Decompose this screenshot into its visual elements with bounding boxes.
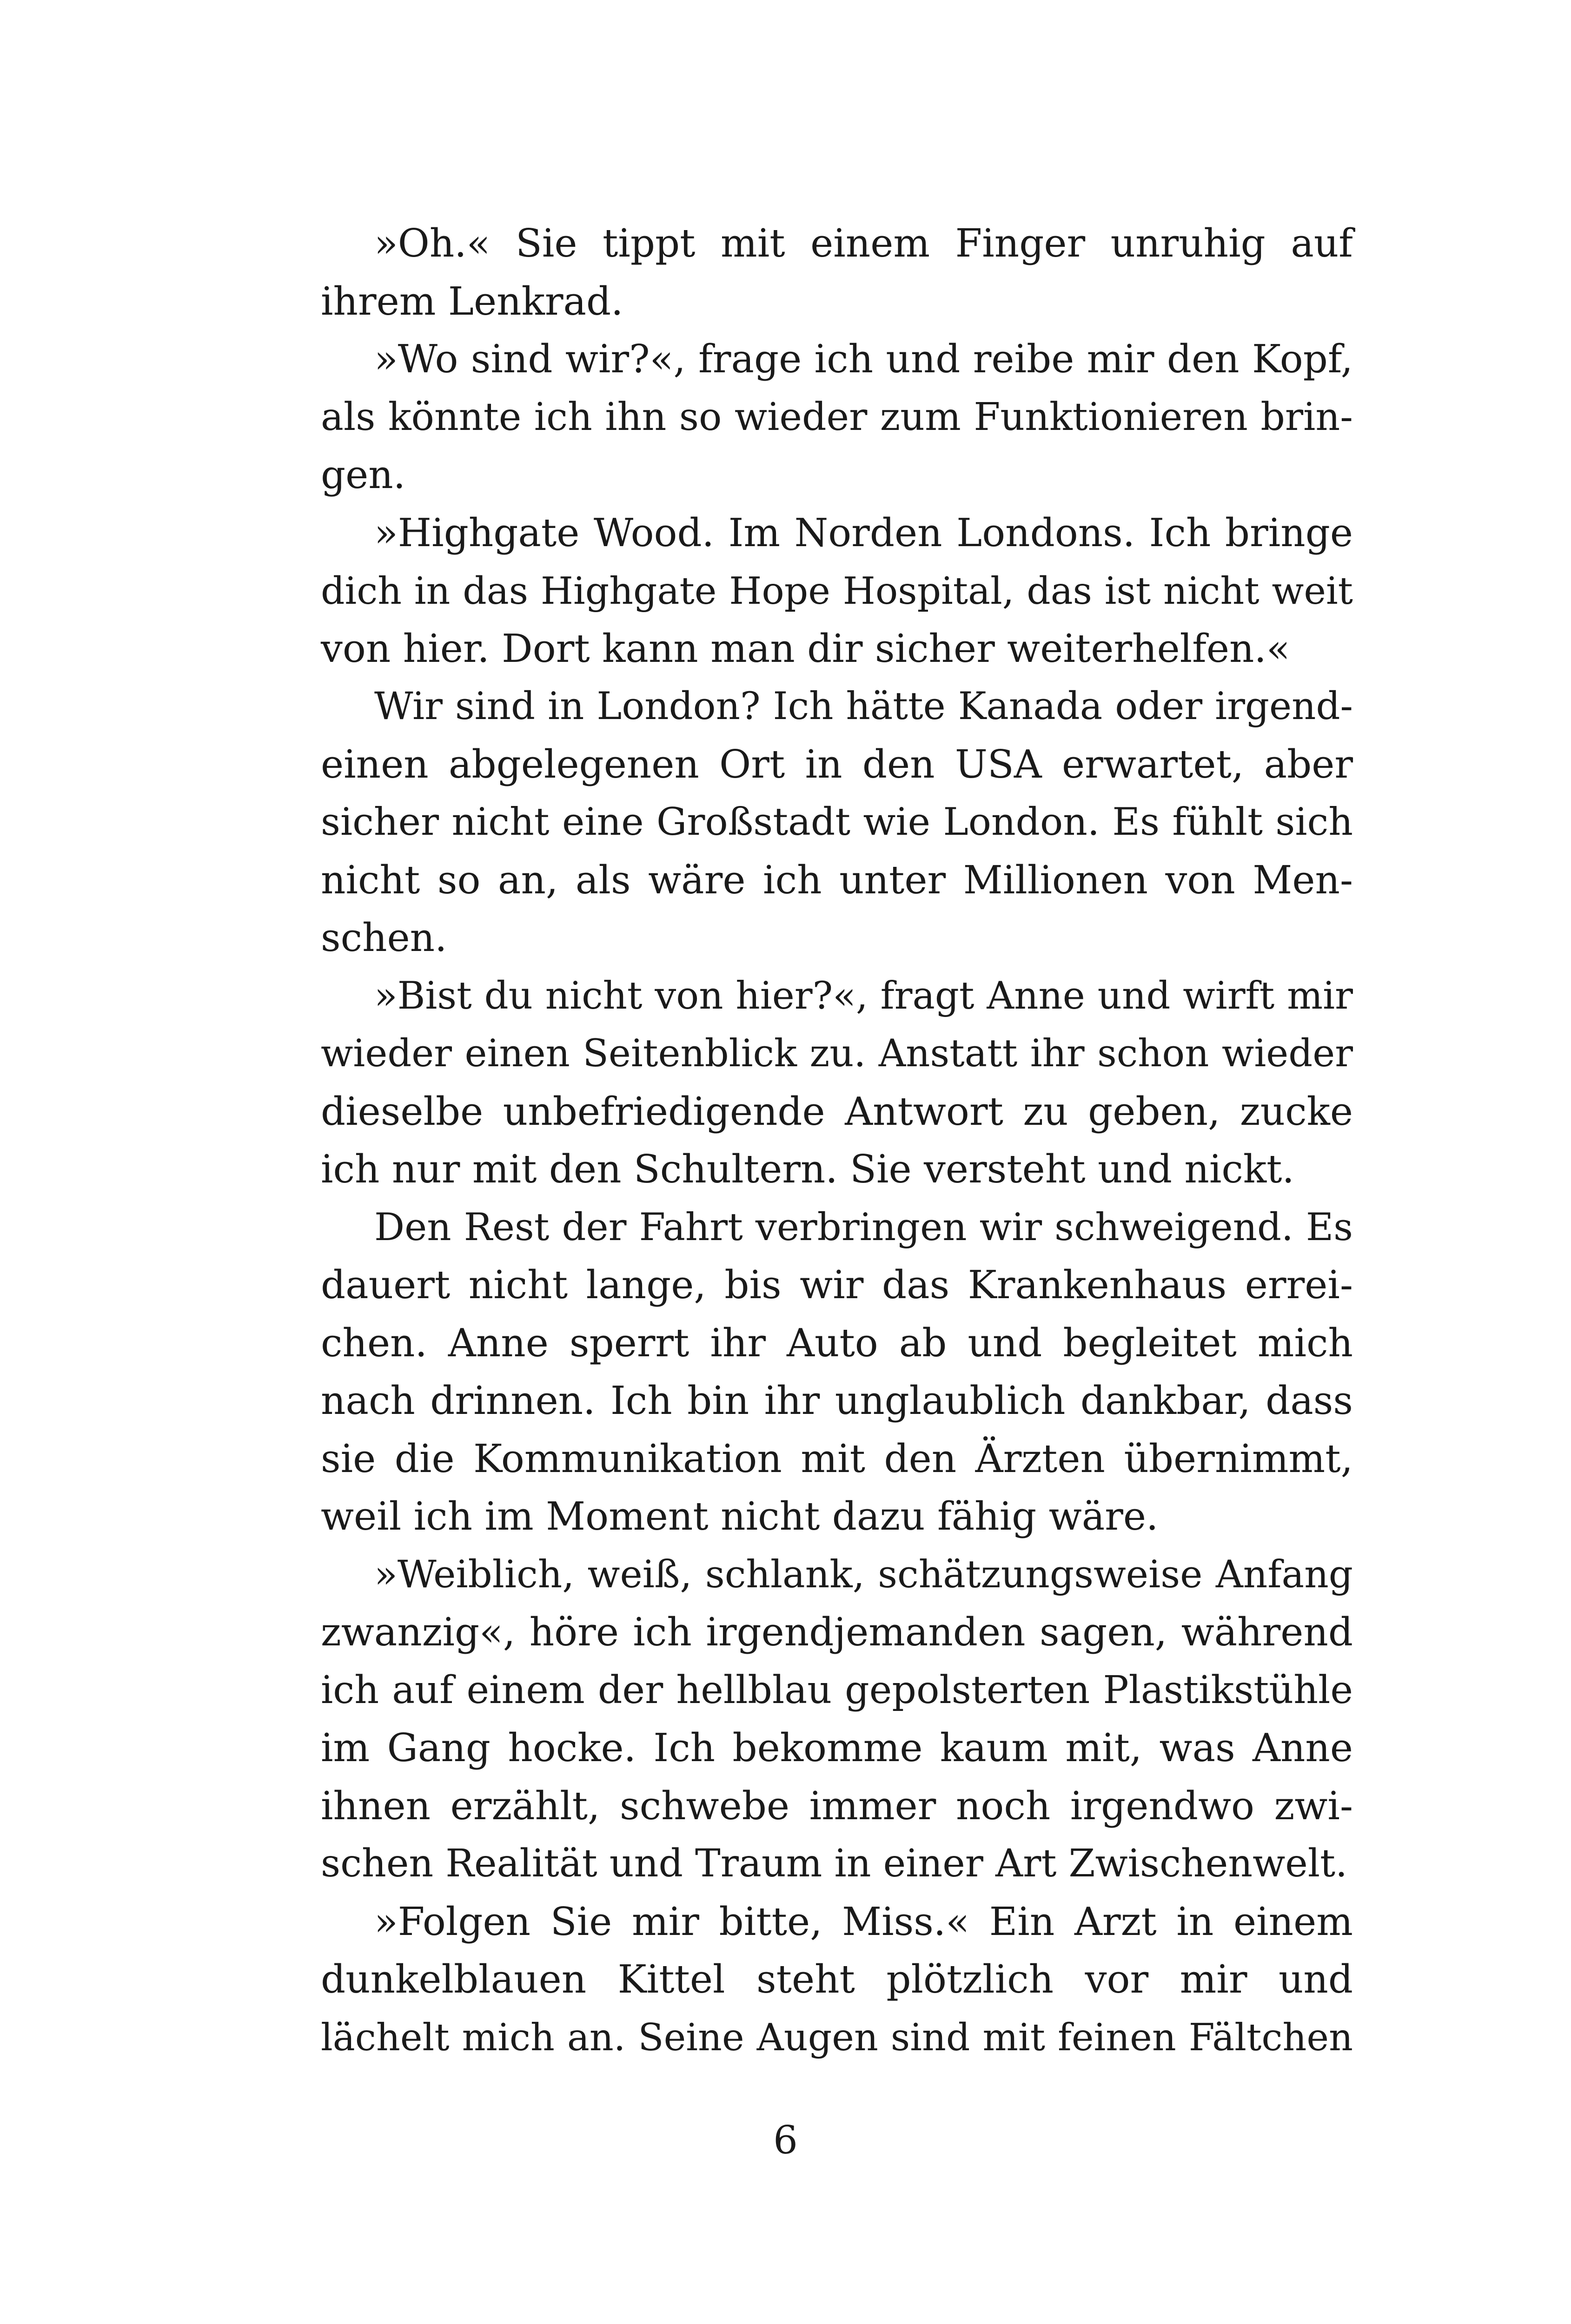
text-line: als könnte ich ihn so wieder zum Funktionieren brin- <box>321 395 1353 439</box>
text-line: nicht so an, als wäre ich unter Millionen von Men- <box>321 857 1353 903</box>
text-line: ich nur mit den Schultern. Sie versteht und nickt. <box>321 1147 1294 1192</box>
text-line: »Bist du nicht von hier?«, fragt Anne und wirft mir <box>374 974 1353 1018</box>
text-line: Wir sind in London? Ich hätte Kanada oder irgend- <box>374 685 1353 728</box>
text-line: gen. <box>321 452 406 497</box>
text-line: Den Rest der Fahrt verbringen wir schweigend. Es <box>374 1205 1353 1249</box>
body-text <box>321 215 1353 2067</box>
text-line: »Folgen Sie mir bitte, Miss.« Ein Arzt in einem <box>374 1899 1353 1944</box>
text-line: dauert nicht lange, bis wir das Krankenhaus errei- <box>321 1262 1353 1307</box>
text-line: dich in das Highgate Hope Hospital, das ist nicht weit <box>321 569 1353 613</box>
text-line: ihnen erzählt, schwebe immer noch irgendwo zwi- <box>321 1783 1353 1829</box>
text-line: weil ich im Moment nicht dazu fähig wäre. <box>321 1494 1159 1539</box>
text-line: »Wo sind wir?«, frage ich und reibe mir den Kopf, <box>374 337 1353 382</box>
text-line: lächelt mich an. Seine Augen sind mit feinen Fältchen <box>321 2015 1353 2060</box>
text-line: nach drinnen. Ich bin ihr unglaublich dankbar, dass <box>321 1378 1353 1423</box>
text-line: »Weiblich, weiß, schlank, schätzungsweise Anfang <box>374 1552 1353 1597</box>
text-line: »Oh.« Sie tippt mit einem Finger unruhig auf <box>374 221 1353 266</box>
text-line: wieder einen Seitenblick zu. Anstatt ihr schon wieder <box>321 1032 1353 1076</box>
text-line: schen Realität und Traum in einer Art Zwischenwelt. <box>321 1842 1348 1886</box>
text-line: ich auf einem der hellblau gepolsterten Plastikstühle <box>321 1668 1353 1712</box>
text-line: dieselbe unbefriedigende Antwort zu geben, zucke <box>321 1089 1353 1134</box>
text-line: chen. Anne sperrt ihr Auto ab und begleitet mich <box>321 1320 1353 1366</box>
text-line: sie die Kommunikation mit den Ärzten übernimmt, <box>321 1436 1353 1481</box>
page-number: 6 <box>773 2118 798 2163</box>
text-line: zwanzig«, höre ich irgendjemanden sagen, während <box>321 1610 1353 1655</box>
text-line: dunkelblauen Kittel steht plötzlich vor mir und <box>321 1957 1353 2002</box>
text-line: »Highgate Wood. Im Norden Londons. Ich bringe <box>374 510 1353 555</box>
text-line: schen. <box>321 915 447 960</box>
text-line: von hier. Dort kann man dir sicher weiterhelfen.« <box>321 626 1290 671</box>
text-line: sicher nicht eine Großstadt wie London. Es fühlt sich <box>321 800 1353 844</box>
text-line: ihrem Lenkrad. <box>321 278 623 324</box>
text-line: im Gang hocke. Ich bekomme kaum mit, was Anne <box>321 1725 1353 1770</box>
text-line: einen abgelegenen Ort in den USA erwartet, aber <box>321 741 1353 787</box>
